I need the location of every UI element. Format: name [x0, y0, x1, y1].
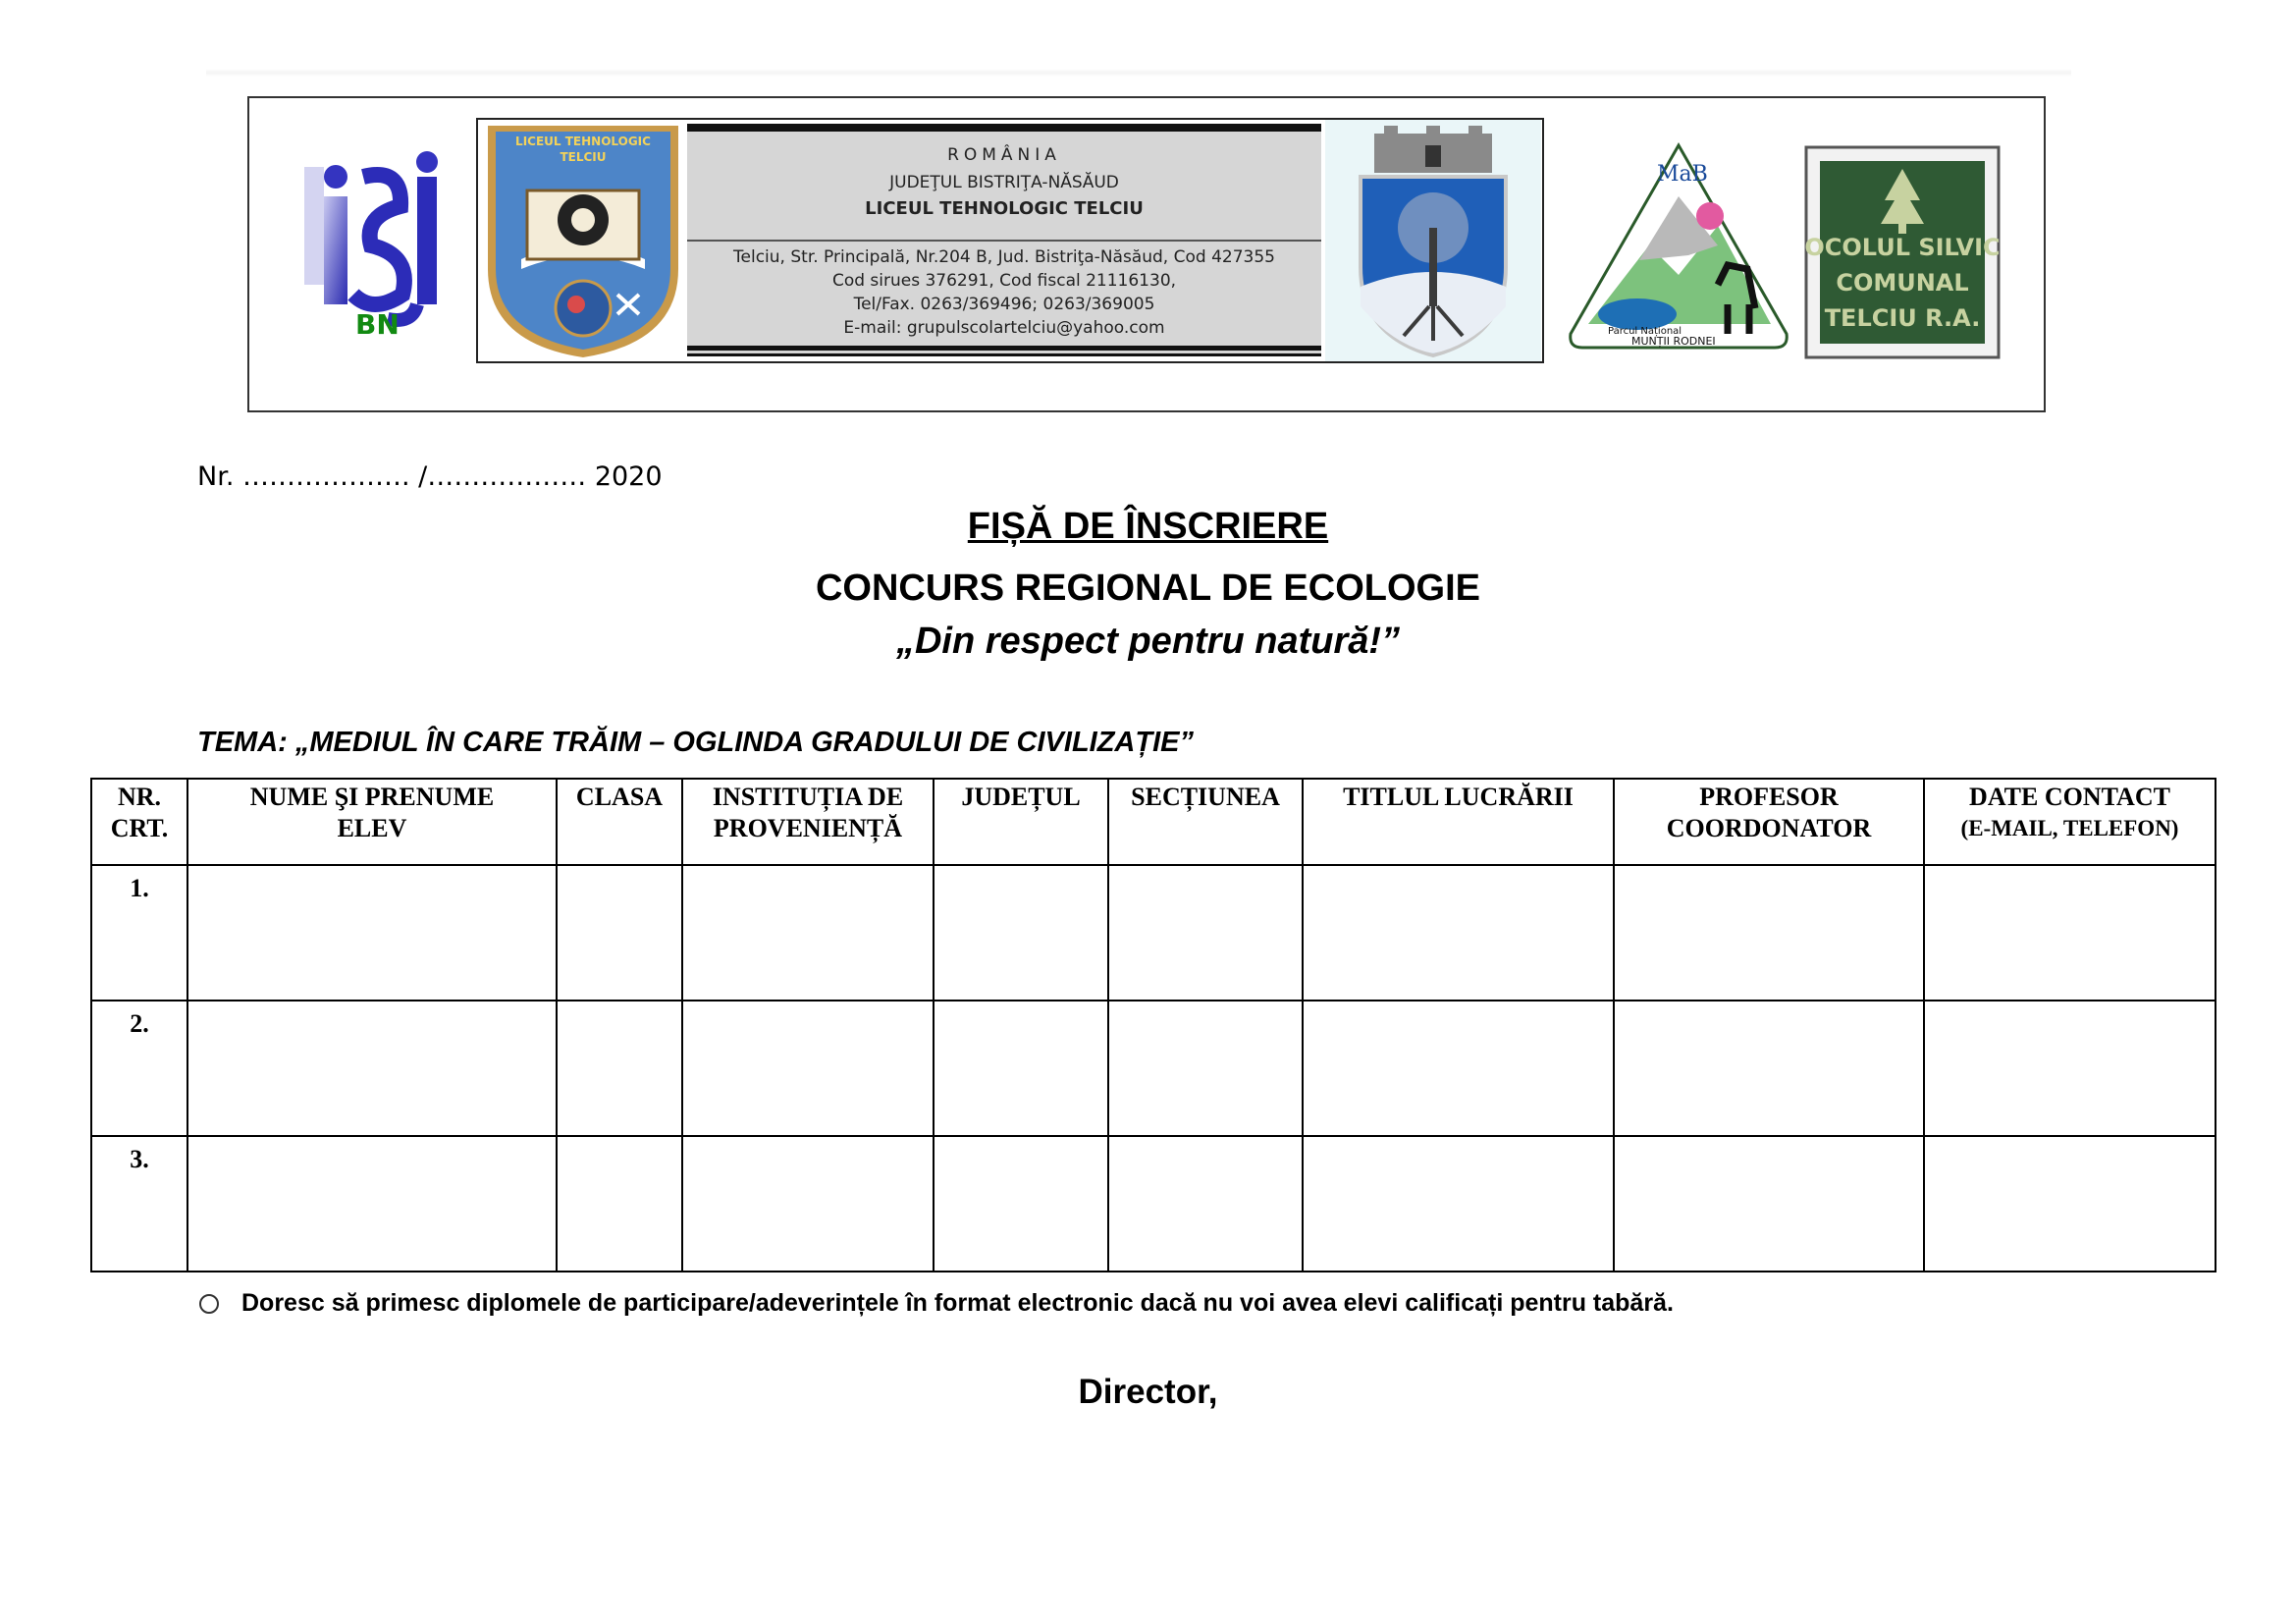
county-cell[interactable] [934, 1136, 1108, 1272]
banner-codes: Cod sirues 376291, Cod fiscal 21116130, [831, 271, 1177, 291]
banner-address: Telciu, Str. Principală, Nr.204 B, Jud. Bistriţa-Năsăud, Cod 427355 [733, 247, 1275, 267]
svg-text:TELCIU: TELCIU [560, 150, 607, 164]
contact-cell[interactable] [1924, 1136, 2216, 1272]
registration-table [90, 778, 2216, 1272]
header-nr-crt [91, 779, 187, 865]
header-label: NR. [117, 783, 162, 811]
class-cell[interactable] [557, 1136, 682, 1272]
director-signature-label: Director, [1078, 1373, 1218, 1411]
header-work-title [1303, 779, 1614, 865]
header-label: (E-MAIL, TELEFON) [1960, 816, 2179, 840]
section-cell[interactable] [1108, 1001, 1303, 1136]
work-title-cell[interactable] [1303, 865, 1614, 1001]
contact-cell[interactable] [1924, 865, 2216, 1001]
school-crest-logo [482, 122, 684, 359]
table-row [91, 1136, 2216, 1272]
header-section [1108, 779, 1303, 865]
table-row [91, 1001, 2216, 1136]
header-label: CLASA [575, 783, 664, 811]
banner-school-name: LICEUL TEHNOLOGIC TELCIU [865, 198, 1144, 219]
row-number: 3. [91, 1136, 187, 1272]
header-contact [1924, 779, 2216, 865]
institution-cell[interactable] [682, 1001, 934, 1136]
coordinator-cell[interactable] [1614, 865, 1924, 1001]
svg-text:BN: BN [355, 308, 400, 341]
coordinator-cell[interactable] [1614, 1136, 1924, 1272]
header-label: JUDEȚUL [961, 783, 1081, 811]
header-institution [682, 779, 934, 865]
header-label: COORDONATOR [1666, 814, 1872, 842]
svg-text:OCOLUL SILVIC: OCOLUL SILVIC [1804, 234, 2001, 261]
registration-number-line: Nr. ………………. /……………… 2020 [197, 461, 663, 492]
institution-cell[interactable] [682, 865, 934, 1001]
svg-text:MUNȚII RODNEI: MUNȚII RODNEI [1631, 335, 1716, 348]
page-top-shadow [206, 69, 2071, 77]
student-name-cell[interactable] [187, 865, 557, 1001]
header-label: DATE CONTACT [1969, 783, 2170, 811]
student-name-cell[interactable] [187, 1136, 557, 1272]
isj-logo [294, 137, 461, 344]
county-cell[interactable] [934, 865, 1108, 1001]
banner-bar [687, 353, 1321, 356]
svg-text:MaB: MaB [1657, 162, 1708, 187]
header-label: TITLUL LUCRĂRII [1343, 783, 1574, 811]
header-label: PROFESOR [1699, 783, 1839, 811]
svg-text:COMUNAL: COMUNAL [1836, 269, 1969, 297]
telciu-coat-of-arms-logo [1325, 120, 1541, 361]
class-cell[interactable] [557, 1001, 682, 1136]
banner-bar [687, 346, 1321, 351]
header-label: INSTITUȚIA DE [712, 783, 904, 811]
svg-text:TELCIU R.A.: TELCIU R.A. [1824, 304, 1981, 332]
row-number: 2. [91, 1001, 187, 1136]
table-row [91, 865, 2216, 1001]
ocolul-silvic-logo [1804, 145, 2001, 359]
table-header-row [91, 779, 2216, 865]
county-cell[interactable] [934, 1001, 1108, 1136]
work-title-cell[interactable] [1303, 1136, 1614, 1272]
electronic-diploma-label: Doresc să primesc diplomele de participare/adeverințele în format electronic dacă nu voi avea elevi calificați pentru tabără. [241, 1289, 1674, 1317]
section-cell[interactable] [1108, 1136, 1303, 1272]
banner-email: E-mail: grupulscolartelciu@yahoo.com [843, 318, 1165, 338]
header-label: PROVENIENȚĂ [713, 814, 903, 842]
class-cell[interactable] [557, 865, 682, 1001]
form-title: FIȘĂ DE ÎNSCRIERE [967, 506, 1329, 547]
banner-divider [687, 240, 1321, 242]
banner-country: ROMÂNIA [947, 145, 1061, 165]
contest-motto: „Din respect pentru natură!” [895, 621, 1401, 662]
banner-county: JUDEŢUL BISTRIŢA-NĂSĂUD [889, 173, 1119, 192]
header-label: NUME ŞI PRENUME [249, 783, 495, 811]
svg-text:LICEUL TEHNOLOGIC: LICEUL TEHNOLOGIC [515, 135, 651, 148]
institution-cell[interactable] [682, 1136, 934, 1272]
banner-phone: Tel/Fax. 0263/369496; 0263/369005 [853, 295, 1155, 314]
contact-cell[interactable] [1924, 1001, 2216, 1136]
header-label: ELEV [337, 814, 407, 842]
student-name-cell[interactable] [187, 1001, 557, 1136]
header-county [934, 779, 1108, 865]
header-label: CRT. [110, 814, 169, 842]
header-class [557, 779, 682, 865]
theme-line: TEMA: „MEDIUL ÎN CARE TRĂIM – OGLINDA GRADULUI DE CIVILIZAȚIE” [197, 727, 1194, 758]
banner-bar [687, 124, 1321, 132]
parcul-national-muntii-rodnei-logo [1561, 137, 1796, 363]
row-number: 1. [91, 865, 187, 1001]
header-coordinator [1614, 779, 1924, 865]
section-cell[interactable] [1108, 865, 1303, 1001]
coordinator-cell[interactable] [1614, 1001, 1924, 1136]
svg-text:Parcul Național: Parcul Național [1608, 326, 1682, 337]
header-label: SECȚIUNEA [1131, 783, 1280, 811]
electronic-diploma-radio[interactable] [199, 1294, 219, 1314]
header-student-name [187, 779, 557, 865]
contest-title: CONCURS REGIONAL DE ECOLOGIE [815, 568, 1481, 609]
work-title-cell[interactable] [1303, 1001, 1614, 1136]
